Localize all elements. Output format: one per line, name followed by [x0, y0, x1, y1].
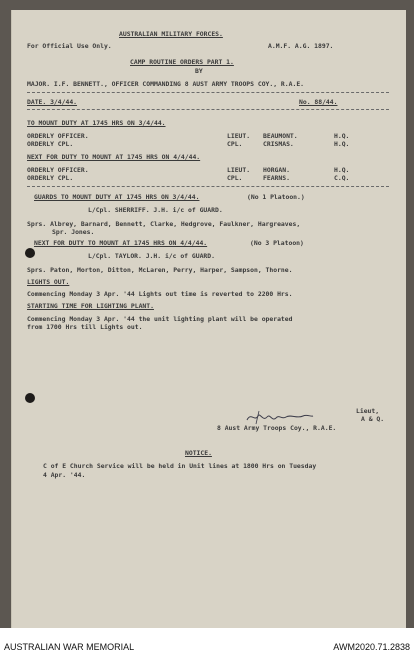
plant-text: from 1700 Hrs till Lights out.: [27, 323, 143, 331]
guard1-platoon: (No 1 Platoon.): [247, 193, 305, 201]
form-ref: A.M.F. A.G. 1897.: [268, 42, 334, 50]
guard2-names: Sprs. Paton, Morton, Ditton, McLaren, Perry, Harper, Sampson, Thorne.: [27, 266, 293, 274]
guard2-platoon: (No 3 Platoon): [250, 239, 304, 247]
punch-hole-top: [25, 248, 35, 258]
guard2-heading: NEXT FOR DUTY TO MOUNT AT 1745 HRS ON 4/4/44.: [34, 239, 208, 247]
divider: [27, 109, 389, 110]
signature-appointment: A & Q.: [361, 415, 385, 423]
duty-role: ORDERLY OFFICER.: [27, 132, 89, 140]
commander-line: MAJOR. I.F. BENNETT., OFFICER COMMANDING 8 AUST ARMY TROOPS COY., R.A.E.: [27, 80, 305, 88]
duty-role: ORDERLY CPL.: [27, 174, 74, 182]
guard2-ic: L/Cpl. TAYLOR. J.H. i/c of GUARD.: [88, 252, 215, 260]
guard1-heading: GUARDS TO MOUNT DUTY AT 1745 HRS ON 3/4/44.: [34, 193, 200, 201]
archive-id: AWM2020.71.2838: [333, 642, 410, 652]
duty-rank: LIEUT.: [227, 132, 251, 140]
lights-text: Commencing Monday 3 Apr. '44 Lights out time is reverted to 2200 Hrs.: [27, 290, 293, 298]
official-use: For Official Use Only.: [27, 42, 112, 50]
duty-unit: C.Q.: [334, 174, 350, 182]
plant-heading: STARTING TIME FOR LIGHTING PLANT.: [27, 302, 154, 310]
punch-hole-bottom: [25, 393, 35, 403]
duty-name: BEAUMONT.: [263, 132, 298, 140]
duty-role: ORDERLY CPL.: [27, 140, 74, 148]
duty-unit: H.Q.: [334, 132, 350, 140]
divider: [27, 186, 389, 187]
duty-unit: H.Q.: [334, 166, 350, 174]
signature-rank: Lieut,: [356, 407, 380, 415]
duty-name: FEARNS.: [263, 174, 290, 182]
divider: [27, 92, 389, 93]
org-title: AUSTRALIAN MILITARY FORCES.: [119, 30, 223, 38]
archive-name: AUSTRALIAN WAR MEMORIAL: [4, 642, 135, 652]
duty-rank: LIEUT.: [227, 166, 251, 174]
notice-heading: NOTICE.: [185, 449, 212, 457]
document-page: [11, 10, 406, 628]
duty1-heading: TO MOUNT DUTY AT 1745 HRS ON 3/4/44.: [27, 119, 166, 127]
guard1-names: Sprs. Albrey, Barnard, Bennett, Clarke, Hedgrove, Faulkner, Hargreaves,: [27, 220, 301, 228]
duty-name: CRISMAS.: [263, 140, 294, 148]
duty2-heading: NEXT FOR DUTY TO MOUNT AT 1745 HRS ON 4/4/44.: [27, 153, 201, 161]
duty-unit: H.Q.: [334, 140, 350, 148]
lights-heading: LIGHTS OUT.: [27, 278, 70, 286]
notice-text: C of E Church Service will be held in Unit lines at 1800 Hrs on Tuesday: [43, 462, 317, 470]
orders-by: BY: [195, 67, 203, 75]
guard1-names: Spr. Jones.: [52, 228, 95, 236]
duty-role: ORDERLY OFFICER.: [27, 166, 89, 174]
plant-text: Commencing Monday 3 Apr. '44 the unit lighting plant will be operated: [27, 315, 293, 323]
duty-rank: CPL.: [227, 140, 243, 148]
duty-name: HORGAN.: [263, 166, 290, 174]
signature-unit: 8 Aust Army Troops Coy., R.A.E.: [217, 424, 337, 432]
guard1-ic: L/Cpl. SHERRIFF. J.H. i/c of GUARD.: [88, 206, 223, 214]
archive-footer: [0, 628, 414, 653]
notice-text: 4 Apr. '44.: [43, 471, 86, 479]
orders-title: CAMP ROUTINE ORDERS PART 1.: [130, 58, 234, 66]
duty-rank: CPL.: [227, 174, 243, 182]
order-number: No. 88/44.: [299, 98, 338, 106]
order-date: DATE. 3/4/44.: [27, 98, 78, 106]
